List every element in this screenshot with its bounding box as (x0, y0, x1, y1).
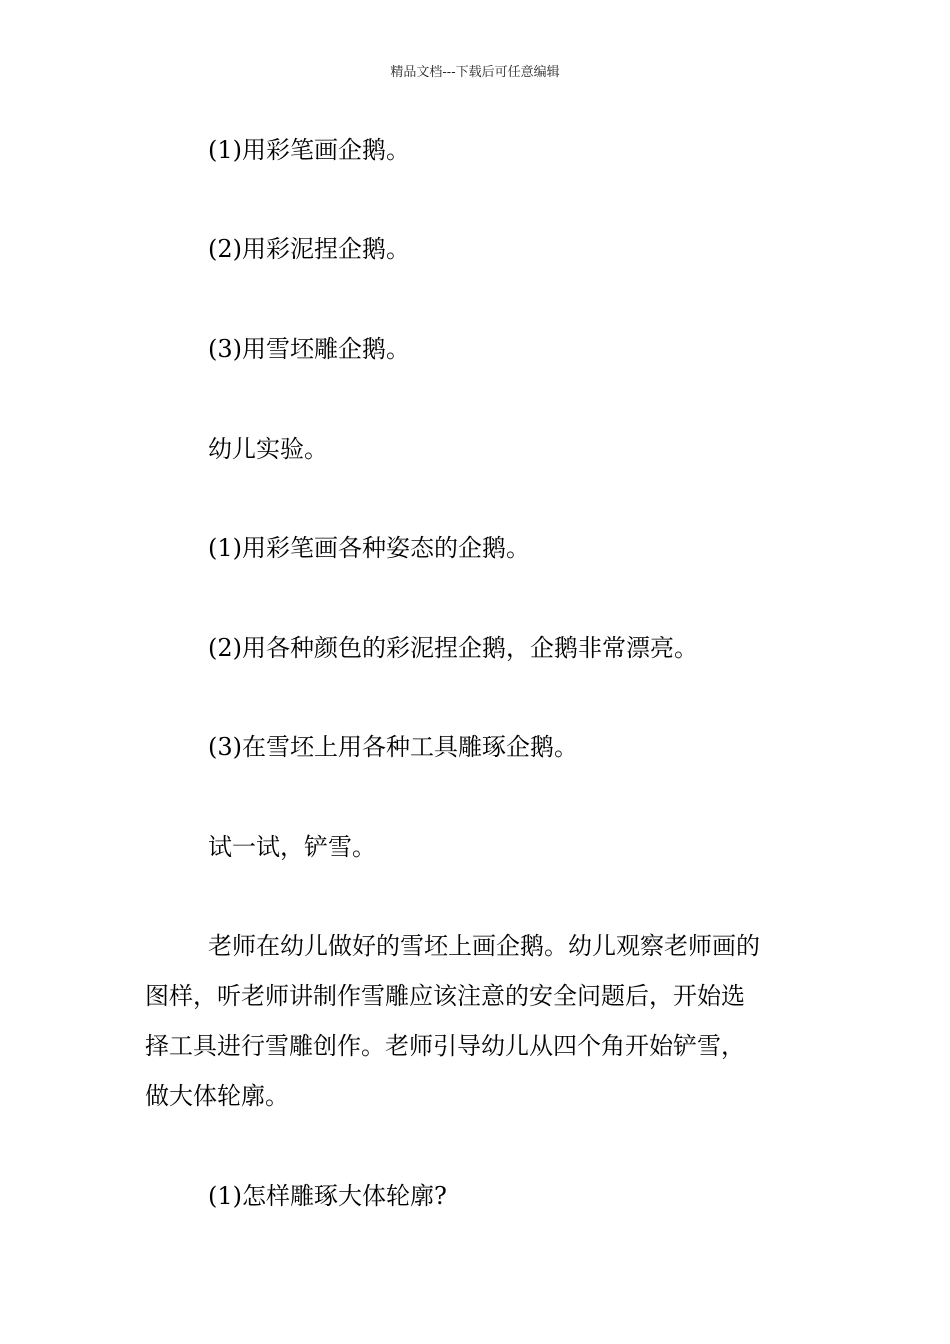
page-header: 精品文档---下载后可任意编辑 (390, 65, 560, 80)
text-line-7: (3)在雪坯上用各种工具雕琢企鹅。 (208, 733, 578, 761)
text-line-2: (2)用彩泥捏企鹅。 (208, 235, 410, 263)
text-line-5: (1)用彩笔画各种姿态的企鹅。 (208, 534, 530, 562)
text-line-8: 试一试，铲雪。 (208, 833, 376, 861)
text-line-1: (1)用彩笔画企鹅。 (208, 136, 410, 164)
body-paragraph (145, 921, 810, 1121)
text-line-6: (2)用各种颜色的彩泥捏企鹅，企鹅非常漂亮。 (208, 634, 698, 662)
paragraph-line-2: 图样，听老师讲制作雪雕应该注意的安全问题后，开始选 (145, 982, 745, 1010)
paragraph-line-4: 做大体轮廓。 (145, 1082, 289, 1110)
text-line-4: 幼儿实验。 (208, 435, 328, 463)
paragraph-line-3: 择工具进行雪雕创作。老师引导幼儿从四个角开始铲雪， (145, 1032, 745, 1060)
paragraph-line-1: 老师在幼儿做好的雪坯上画企鹅。幼儿观察老师画的 (208, 932, 760, 960)
text-line-last: (1)怎样雕琢大体轮廓? (208, 1182, 447, 1210)
text-line-3: (3)用雪坯雕企鹅。 (208, 335, 410, 363)
